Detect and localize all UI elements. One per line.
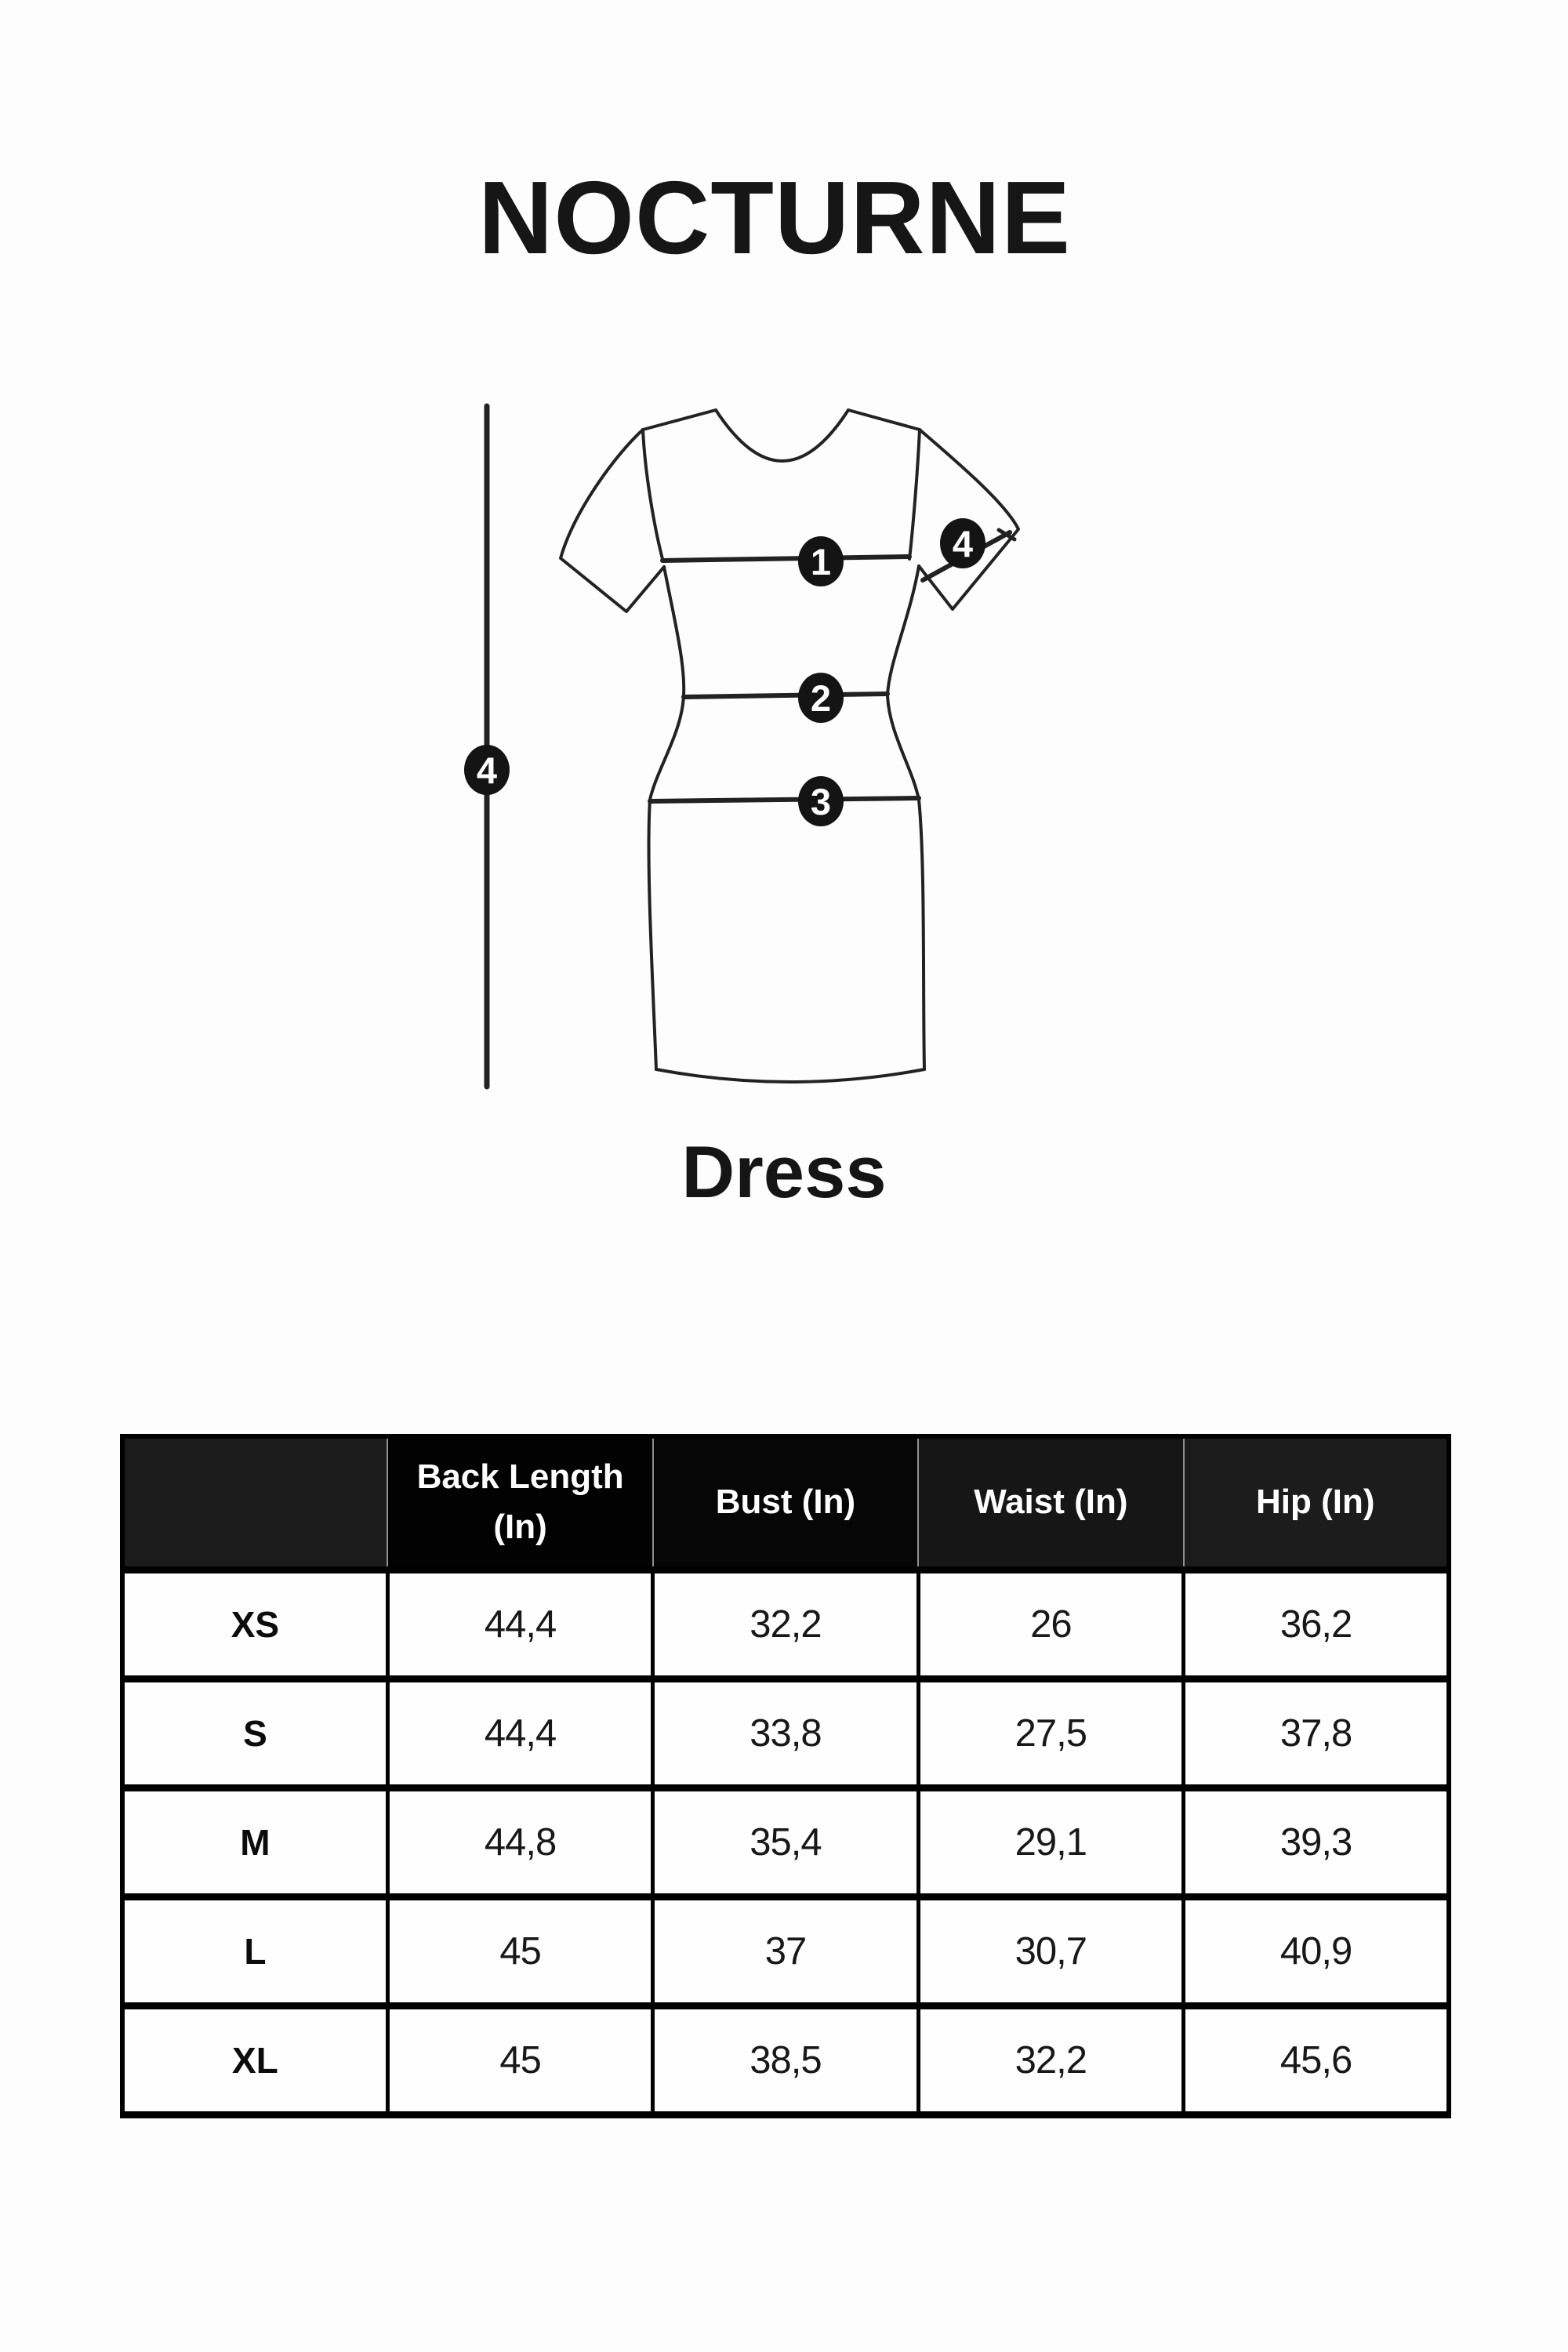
waist-measurement-line (684, 694, 887, 697)
hip-value: 39,3 (1184, 1788, 1449, 1896)
left-sleeve-outline (561, 430, 664, 612)
bust-badge-number: 1 (810, 541, 832, 583)
header-cell-back-length: Back Length (In) (387, 1436, 652, 1570)
size-label: S (122, 1679, 387, 1788)
header-cell-size (122, 1436, 387, 1570)
hip-value: 45,6 (1184, 2005, 1449, 2114)
waist-badge (798, 673, 844, 723)
waist-value: 29,1 (918, 1788, 1183, 1896)
waist-value: 26 (918, 1570, 1183, 1679)
table-row-s (122, 1679, 1449, 1788)
header-cell-hip: Hip (In) (1184, 1436, 1449, 1570)
bust-value: 35,4 (653, 1788, 918, 1896)
left-side-seam (649, 567, 684, 1069)
size-label: L (122, 1896, 387, 2005)
waist-value: 27,5 (918, 1679, 1183, 1788)
table-row-xs (122, 1570, 1449, 1679)
hip-value: 40,9 (1184, 1896, 1449, 2005)
sleeve-badge-number: 4 (952, 523, 974, 564)
table-row-l (122, 1896, 1449, 2005)
waist-badge-number: 2 (810, 677, 832, 719)
right-armhole-seam (909, 430, 920, 559)
hem-line (656, 1069, 924, 1082)
brand-title: NOCTURNE (478, 160, 1071, 275)
waist-value: 30,7 (918, 1896, 1183, 2005)
dress-diagram-svg (439, 361, 1113, 1129)
diagram-caption: Dress (681, 1131, 887, 1213)
right-side-seam (887, 566, 924, 1069)
table-row-m (122, 1788, 1449, 1896)
neckline (716, 410, 848, 461)
back-length-value: 44,8 (387, 1788, 652, 1896)
hip-value: 37,8 (1184, 1679, 1449, 1788)
back-length-value: 44,4 (387, 1679, 652, 1788)
bust-value: 37 (653, 1896, 918, 2005)
header-cell-waist: Waist (In) (918, 1436, 1183, 1570)
bust-badge (798, 536, 844, 586)
right-shoulder-seam (848, 410, 920, 430)
hip-badge (798, 776, 844, 826)
size-table-header (122, 1436, 1449, 1570)
size-label: M (122, 1788, 387, 1896)
bust-value: 32,2 (653, 1570, 918, 1679)
sleeve-badge (940, 518, 985, 568)
dress-measurement-diagram (439, 361, 1113, 1129)
bust-value: 33,8 (653, 1679, 918, 1788)
size-table (120, 1434, 1451, 2118)
size-label: XL (122, 2005, 387, 2114)
hip-value: 36,2 (1184, 1570, 1449, 1679)
size-table-body (122, 1570, 1449, 2114)
size-label: XS (122, 1570, 387, 1679)
hip-measurement-line (650, 798, 919, 801)
back-length-badge (464, 745, 510, 795)
back-length-badge-number: 4 (476, 750, 498, 791)
header-row (122, 1436, 1449, 1570)
header-cell-bust: Bust (In) (653, 1436, 918, 1570)
left-armhole-seam (643, 430, 662, 559)
back-length-value: 45 (387, 2005, 652, 2114)
hip-badge-number: 3 (810, 781, 832, 822)
table-row-xl (122, 2005, 1449, 2114)
waist-value: 32,2 (918, 2005, 1183, 2114)
bust-measurement-line (662, 557, 909, 561)
back-length-value: 45 (387, 1896, 652, 2005)
bust-value: 38,5 (653, 2005, 918, 2114)
back-length-value: 44,4 (387, 1570, 652, 1679)
left-shoulder-seam (643, 410, 716, 430)
